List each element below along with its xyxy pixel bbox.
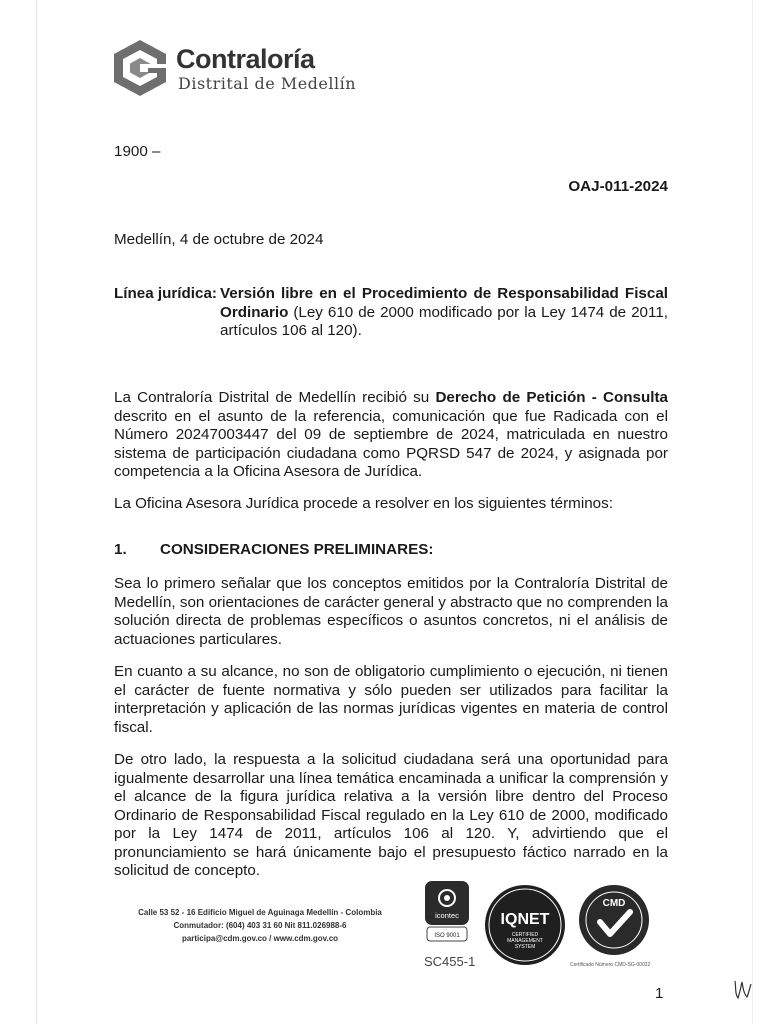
footer-address: Calle 53 52 - 16 Edificio Miguel de Aguinaga Medellín - Colombia xyxy=(138,908,382,917)
footer-web: participa@cdm.gov.co / www.cdm.gov.co xyxy=(181,934,339,943)
paragraph-intro xyxy=(114,389,668,482)
iqnet-certification-icon xyxy=(484,884,566,966)
linea-detail: (Ley 610 de 2000 modificado por la Ley 1474 de 2011, artículos 106 al 120). xyxy=(220,303,668,339)
radicado-number: 1900 – xyxy=(114,143,161,160)
scan-edge-line xyxy=(36,0,37,1024)
document-date: Medellín, 4 de octubre de 2024 xyxy=(114,231,324,248)
logo-subtitle: Distrital de Medellín xyxy=(178,74,357,93)
svg-text:ISO 9001: ISO 9001 xyxy=(434,933,460,939)
svg-text:CMD: CMD xyxy=(602,898,626,909)
cmd-certification-icon xyxy=(578,884,650,956)
svg-text:icontec: icontec xyxy=(435,911,459,920)
footer-phone: Conmutador: (604) 403 31 60 Nit 811.026988-6 xyxy=(173,921,347,930)
svg-text:SYSTEM: SYSTEM xyxy=(514,944,536,950)
cmd-certificate-number: Certificado Número CMD-SG-00022 xyxy=(570,962,651,968)
contraloria-logo-icon xyxy=(110,38,170,98)
svg-text:CERTIFIED: CERTIFIED xyxy=(511,932,539,938)
paragraph-conceptos: Sea lo primero señalar que los conceptos emitidos por la Contraloría Distrital de Medellín, son orientaciones de carácter general y abstracto que no comprenden la solución directa de problemas específicos o asuntos concretos, ni el análisis de actuaciones particulares. xyxy=(114,575,668,648)
linea-label: Línea jurídica: xyxy=(114,285,217,302)
svg-text:IQNET: IQNET xyxy=(500,911,550,928)
paragraph-respuesta: De otro lado, la respuesta a la solicitud ciudadana será una oportunidad para igualmente desarrollar una línea temática encaminada a unificar la comprensión y el alcance de la figura jurídica relativa a la versión libre dentro del Proceso Ordinario de Responsabilidad Fiscal regulado en la Ley 610 de 2000, modificado por la Ley 1474 de 2011, artículos 106 al 120. Y, advirtiendo que el pronunciamiento se hará únicamente bajo el presupuesto fáctico narrado en la solicitud de concepto. xyxy=(114,751,668,879)
footer-contact xyxy=(100,906,420,945)
certification-code: SC455-1 xyxy=(424,954,476,969)
page-number: 1 xyxy=(655,985,664,1002)
logo-name: Contraloría xyxy=(176,44,315,74)
paragraph-alcance: En cuanto a su alcance, no son de obligatorio cumplimiento o ejecución, ni tienen el carácter de fuente normativa y sólo pueden ser utilizados para facilitar la interpretación y aplicación de las normas jurídicas vigentes en materia de control fiscal. xyxy=(114,663,668,736)
document-code: OAJ-011-2024 xyxy=(568,178,668,195)
section-title: CONSIDERACIONES PRELIMINARES: xyxy=(160,541,434,558)
linea-body xyxy=(220,285,668,341)
icontec-certification-icon xyxy=(424,880,470,948)
paragraph-procede: La Oficina Asesora Jurídica procede a resolver en los siguientes términos: xyxy=(114,495,613,512)
section-number: 1. xyxy=(114,541,127,558)
paragraph-intro-text: La Contraloría Distrital de Medellín recibió su xyxy=(114,389,436,406)
handwritten-initials-icon xyxy=(732,978,754,1002)
scan-edge-line xyxy=(752,0,753,1024)
paragraph-intro-text-cont: descrito en el asunto de la referencia, comunicación que fue Radicada con el Número 20247003447 del 09 de septiembre de 2024, matriculada en nuestro sistema de participación ciudadana como PQRSD 547 de 2024, y asignada por competencia a la Oficina Asesora de Jurídica. xyxy=(114,407,668,480)
section-heading xyxy=(114,541,433,558)
linea-title: Versión libre en el Procedimiento de Responsabilidad Fiscal Ordinario xyxy=(220,285,668,321)
svg-text:MANAGEMENT: MANAGEMENT xyxy=(507,938,543,944)
petition-type: Derecho de Petición - Consulta xyxy=(435,389,669,406)
